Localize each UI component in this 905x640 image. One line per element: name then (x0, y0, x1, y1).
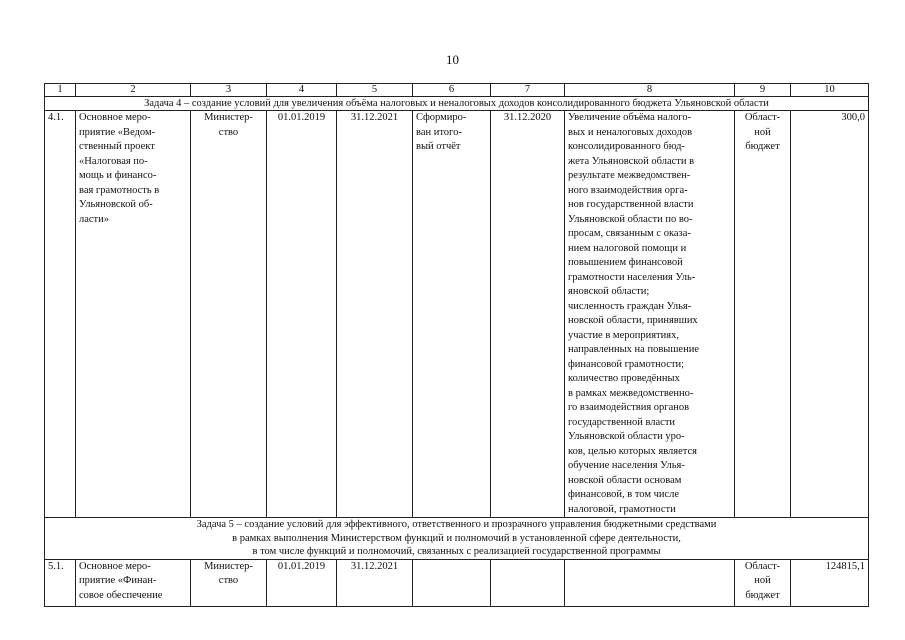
funding-source: Област- ной бюджет (735, 111, 791, 518)
executor: Министер- ство (191, 111, 267, 518)
indicators (565, 559, 735, 606)
activity-row-5-1 (45, 559, 869, 606)
funding-amount: 124815,1 (791, 559, 869, 606)
end-date: 31.12.2021 (337, 111, 413, 518)
task-5-row (45, 518, 869, 560)
activity-name: Основное меро- приятие «Финан- совое обеспечение (76, 559, 191, 606)
column-number: 9 (735, 84, 791, 97)
column-number: 1 (45, 84, 76, 97)
result-date: 31.12.2020 (491, 111, 565, 518)
column-numbers-row (45, 84, 869, 97)
expected-result (413, 559, 491, 606)
task-4-row (45, 97, 869, 111)
program-table (44, 83, 869, 607)
column-number: 2 (76, 84, 191, 97)
task-4-title: Задача 4 – создание условий для увеличения объёма налоговых и неналоговых доходов консолидированного бюджета Ульяновской области (45, 97, 869, 111)
executor: Министер- ство (191, 559, 267, 606)
row-number: 5.1. (45, 559, 76, 606)
column-number: 10 (791, 84, 869, 97)
start-date: 01.01.2019 (267, 111, 337, 518)
page-number: 10 (446, 52, 459, 67)
column-number: 7 (491, 84, 565, 97)
funding-source: Област- ной бюджет (735, 559, 791, 606)
expected-result: Сформиро- ван итого- вый отчёт (413, 111, 491, 518)
column-number: 3 (191, 84, 267, 97)
funding-amount: 300,0 (791, 111, 869, 518)
column-number: 8 (565, 84, 735, 97)
row-number: 4.1. (45, 111, 76, 518)
indicators: Увеличение объёма налого- вых и неналоговых доходов консолидированного бюд- жета Ульяновской области в результате межведомствен- ного взаимодействия орга- нов государственной власти Ульяновской области по во- просам, связанным с оказа- нием налоговой помощи и повышением финансовой грамотности населения Уль- яновской области; численность граждан Улья- новской области, принявших участие в мероприятиях, направленных на повышение финансовой грамотности; количество проведённых в рамках межведомственно- го взаимодействия органов государственной власти Ульяновской области уро- ков, целью которых является обучение населения Улья- новской области основам финансовой, в том числе налоговой, грамотности (565, 111, 735, 518)
result-date (491, 559, 565, 606)
start-date: 01.01.2019 (267, 559, 337, 606)
end-date: 31.12.2021 (337, 559, 413, 606)
activity-row-4-1 (45, 111, 869, 518)
column-number: 6 (413, 84, 491, 97)
task-5-title: Задача 5 – создание условий для эффективного, ответственного и прозрачного управления бюджетными средствами в рамках выполнения Министерством функций и полномочий в установленной сфере деятельности, в том числе функций и полномочий, связанных с реализацией государственной программы (45, 518, 869, 560)
column-number: 5 (337, 84, 413, 97)
activity-name: Основное меро- приятие «Ведом- ственный проект «Налоговая по- мощь и финансо- вая грамотность в Ульяновской об- ласти» (76, 111, 191, 518)
column-number: 4 (267, 84, 337, 97)
